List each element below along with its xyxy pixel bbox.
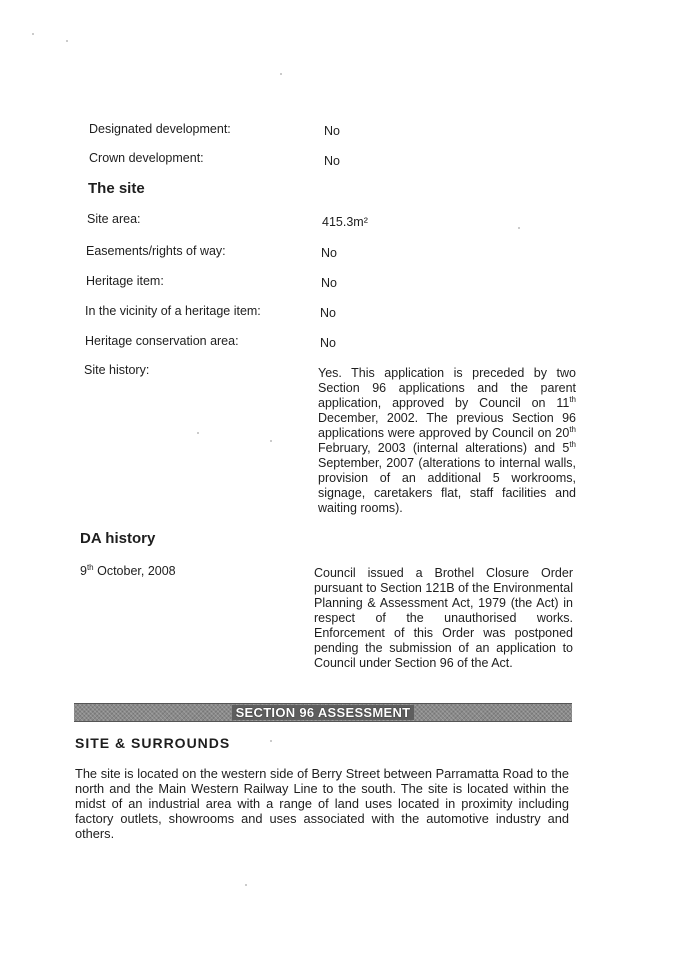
section-96-banner-title: SECTION 96 ASSESSMENT — [232, 705, 415, 720]
designated-development-label: Designated development: — [89, 122, 231, 136]
da-history-date: 9th October, 2008 — [80, 562, 176, 578]
heritage-conservation-value: No — [320, 336, 336, 350]
site-area-value: 415.3m² — [322, 215, 368, 229]
heritage-vicinity-value: No — [320, 306, 336, 320]
the-site-heading: The site — [88, 180, 145, 197]
da-history-heading: DA history — [80, 530, 156, 547]
site-area-label: Site area: — [87, 212, 141, 226]
crown-development-label: Crown development: — [89, 151, 204, 165]
easements-label: Easements/rights of way: — [86, 244, 226, 258]
site-surrounds-paragraph: The site is located on the western side of Berry Street between Parramatta Road to the north and the Main Western Railway Line to the south. The site is located within the midst of an industrial area with a range of land uses located in proximity including factory outlets, showrooms and uses associated with the automotive industry and others. — [75, 766, 569, 841]
site-history-label: Site history: — [84, 363, 150, 377]
scan-speck — [270, 740, 272, 742]
crown-development-value: No — [324, 154, 340, 168]
scan-speck — [197, 432, 199, 434]
heritage-vicinity-label: In the vicinity of a heritage item: — [85, 304, 261, 318]
heritage-item-value: No — [321, 276, 337, 290]
scan-speck — [245, 884, 247, 886]
scan-speck — [270, 440, 272, 442]
scan-speck — [518, 227, 520, 229]
site-history-text: Yes. This application is preceded by two Section 96 applications and the parent application, approved by Council on 11th December, 2002. The previous Section 96 applications were approved by Council on 20th February, 2003 (internal alterations) and 5th September, 2007 (alterations to internal walls, provision of an additional 5 workrooms, signage, caretakers flat, staff facilities and waiting rooms). — [318, 366, 576, 515]
da-history-text: Council issued a Brothel Closure Order pursuant to Section 121B of the Environmental Planning & Assessment Act, 1979 (the Act) in respect of the unauthorised works. Enforcement of this Order was postponed pending the submission of an application to Council under Section 96 of the Act. — [314, 566, 573, 670]
easements-value: No — [321, 246, 337, 260]
scan-speck — [66, 40, 68, 42]
heritage-item-label: Heritage item: — [86, 274, 164, 288]
site-surrounds-heading: SITE & SURROUNDS — [75, 735, 231, 751]
heritage-conservation-label: Heritage conservation area: — [85, 334, 239, 348]
designated-development-value: No — [324, 124, 340, 138]
section-96-banner — [74, 703, 572, 722]
scan-speck — [32, 33, 34, 35]
scan-speck — [280, 73, 282, 75]
